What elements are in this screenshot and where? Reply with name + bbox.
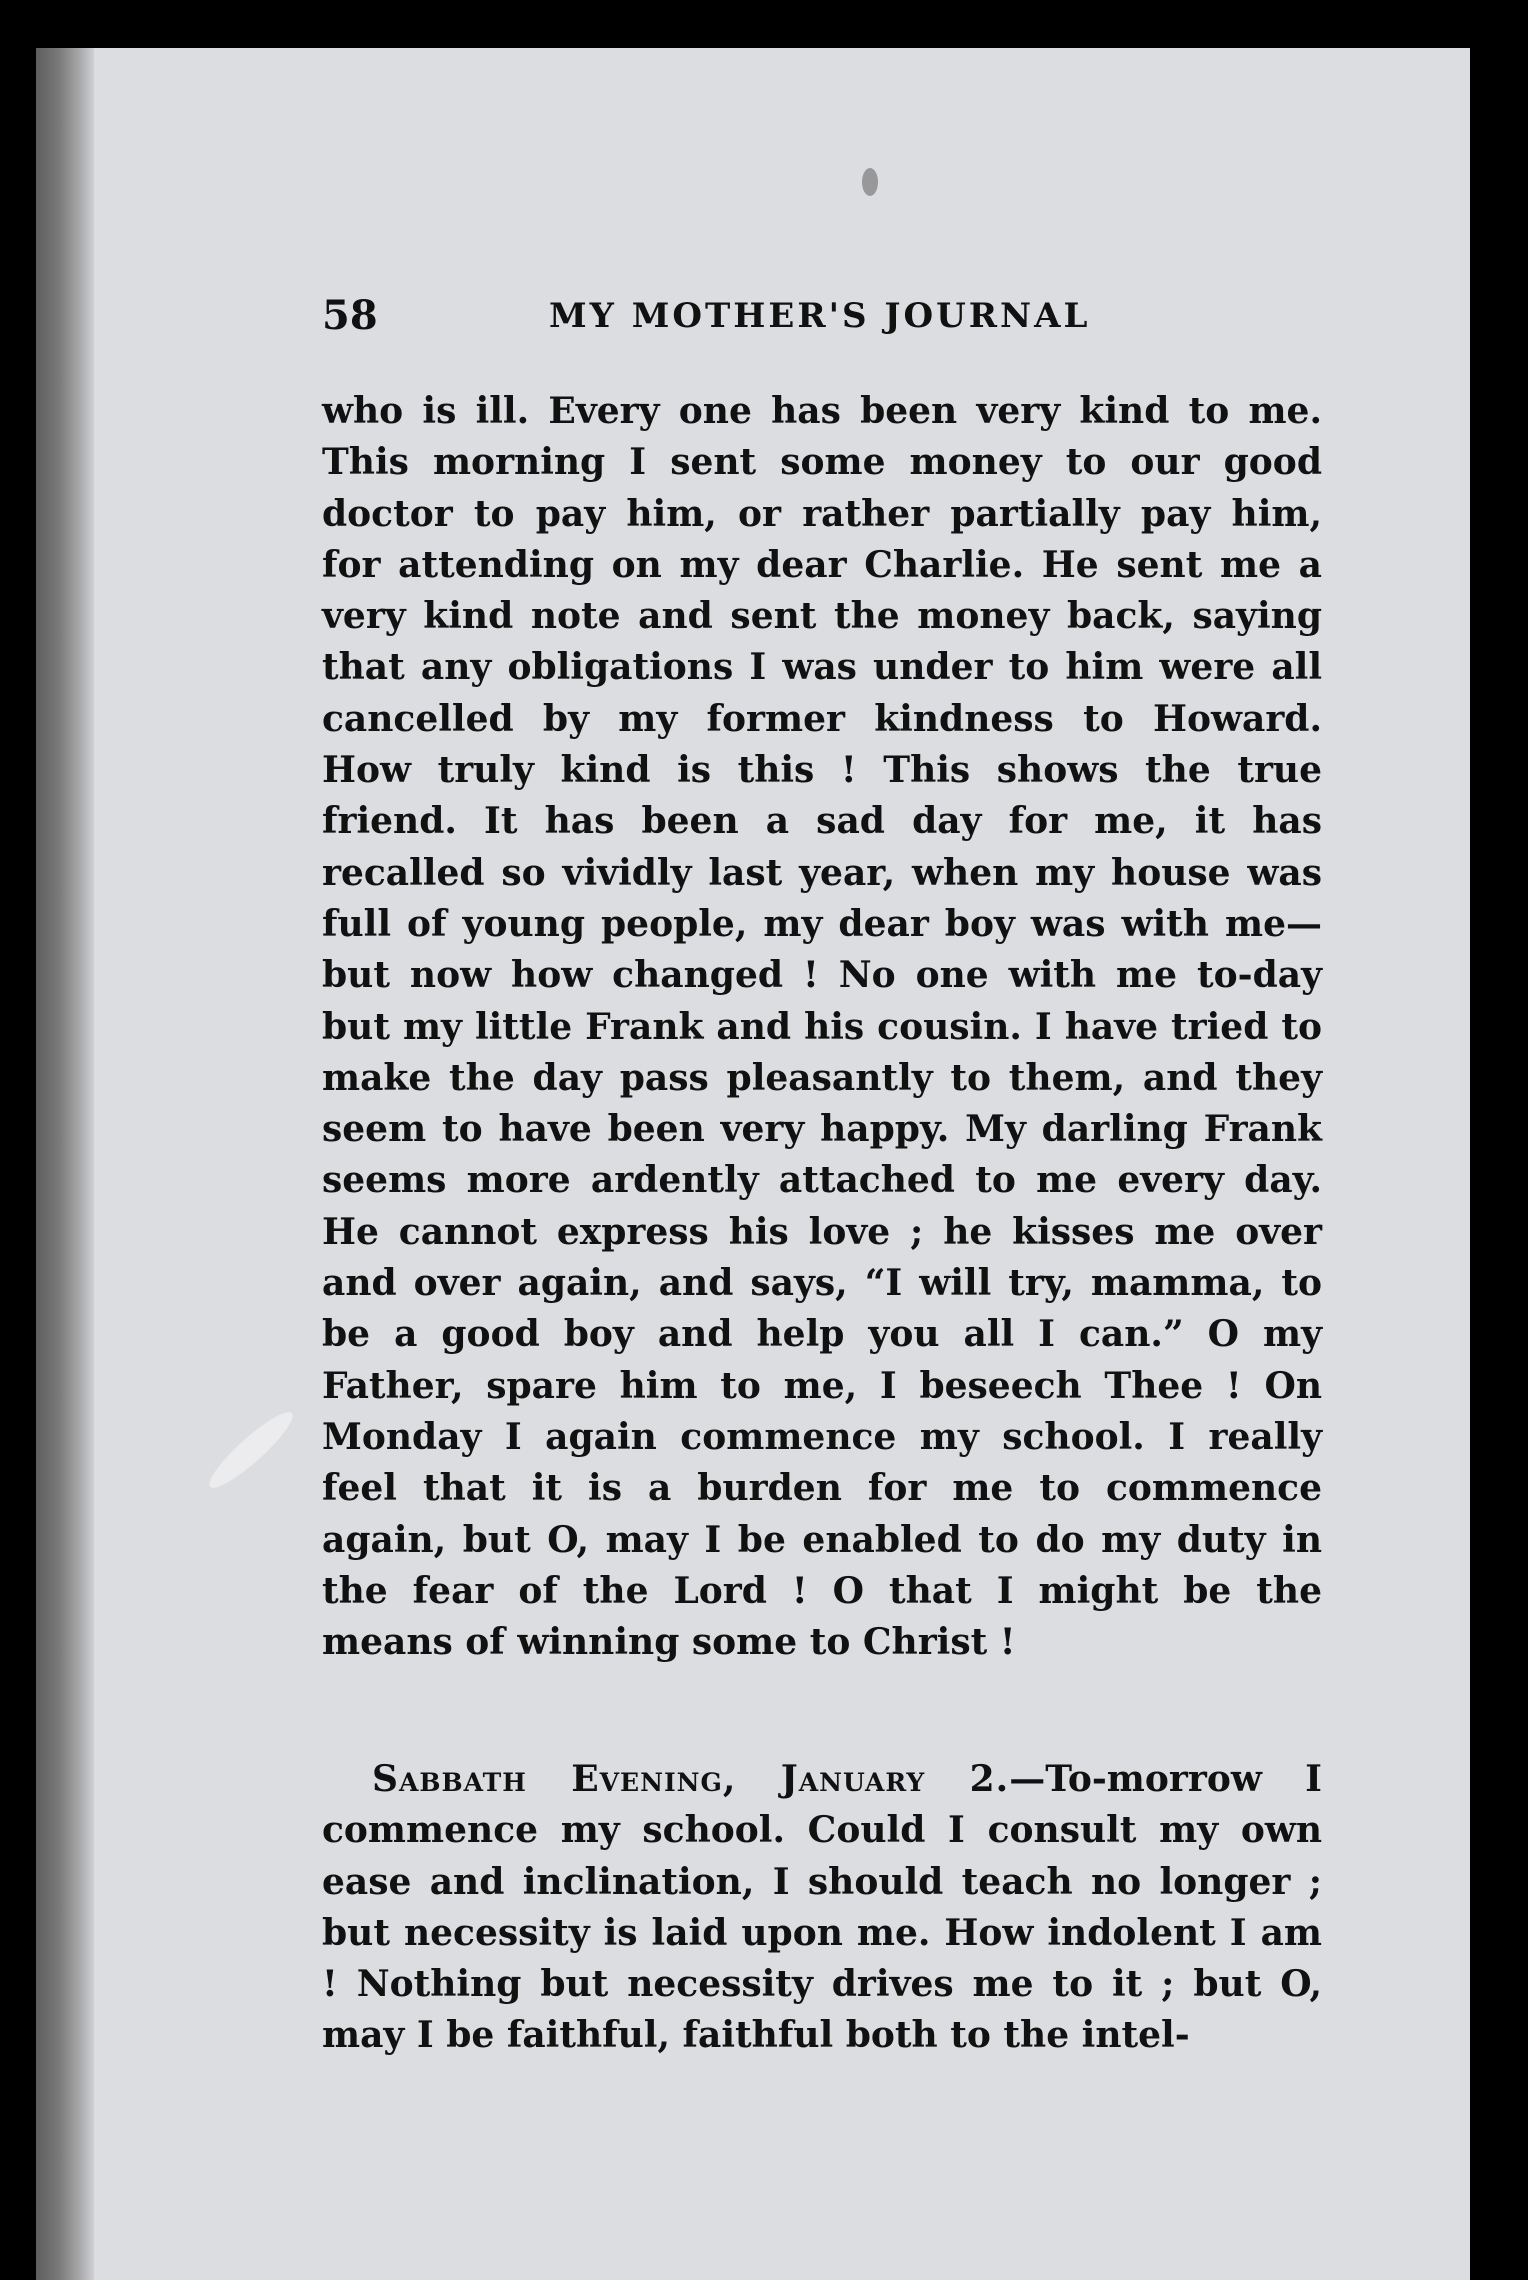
book-binding-shadow xyxy=(36,48,94,2280)
page-right-edge xyxy=(1470,48,1488,2280)
entry-heading: Sabbath Evening, January 2. xyxy=(372,1758,1010,1800)
scan-speck xyxy=(862,168,878,196)
paragraph-text: —To-morrow I commence my school. Could I consult my own ease and inclination, I should teach no longer ; but necessity is laid upon me. How indolent I am ! Nothing but necessity drives me to it ; but O, may I be faithful, faithful both to the intel- xyxy=(322,1758,1322,2057)
journal-entry xyxy=(322,1754,1322,2114)
paragraph-text: who is ill. Every one has been very kind to me. This morning I sent some money to our good doctor to pay him, or rather partially pay him, for attending on my dear Charlie. He sent me a very kind note and sent the money back, saying that any obligations I was under to him were all cancelled by my former kindness to Howard. How truly kind is this ! This shows the true friend. It has been a sad day for me, it has recalled so vividly last year, when my house was full of young people, my dear boy was with me—but now how changed ! No one with me to-day but my little Frank and his cousin. I have tried to make the day pass pleasantly to them, and they seem to have been very happy. My darling Frank seems more ardently attached to me every day. He cannot express his love ; he kisses me over and over again, and says, “I will try, mamma, to be a good boy and help you all I can.” O my Father, spare him to me, I beseech Thee ! On Monday I again commence my school. I really feel that it is a burden for me to commence again, but O, may I be enabled to do my duty in the fear of the Lord ! O that I might be the means of winning some to Christ ! xyxy=(322,390,1322,1664)
journal-paragraph xyxy=(322,386,1322,1686)
page-number: 58 xyxy=(322,292,378,339)
scan-speck xyxy=(202,1404,300,1495)
book-page xyxy=(36,48,1488,2280)
running-title: MY MOTHER'S JOURNAL xyxy=(549,296,1091,336)
